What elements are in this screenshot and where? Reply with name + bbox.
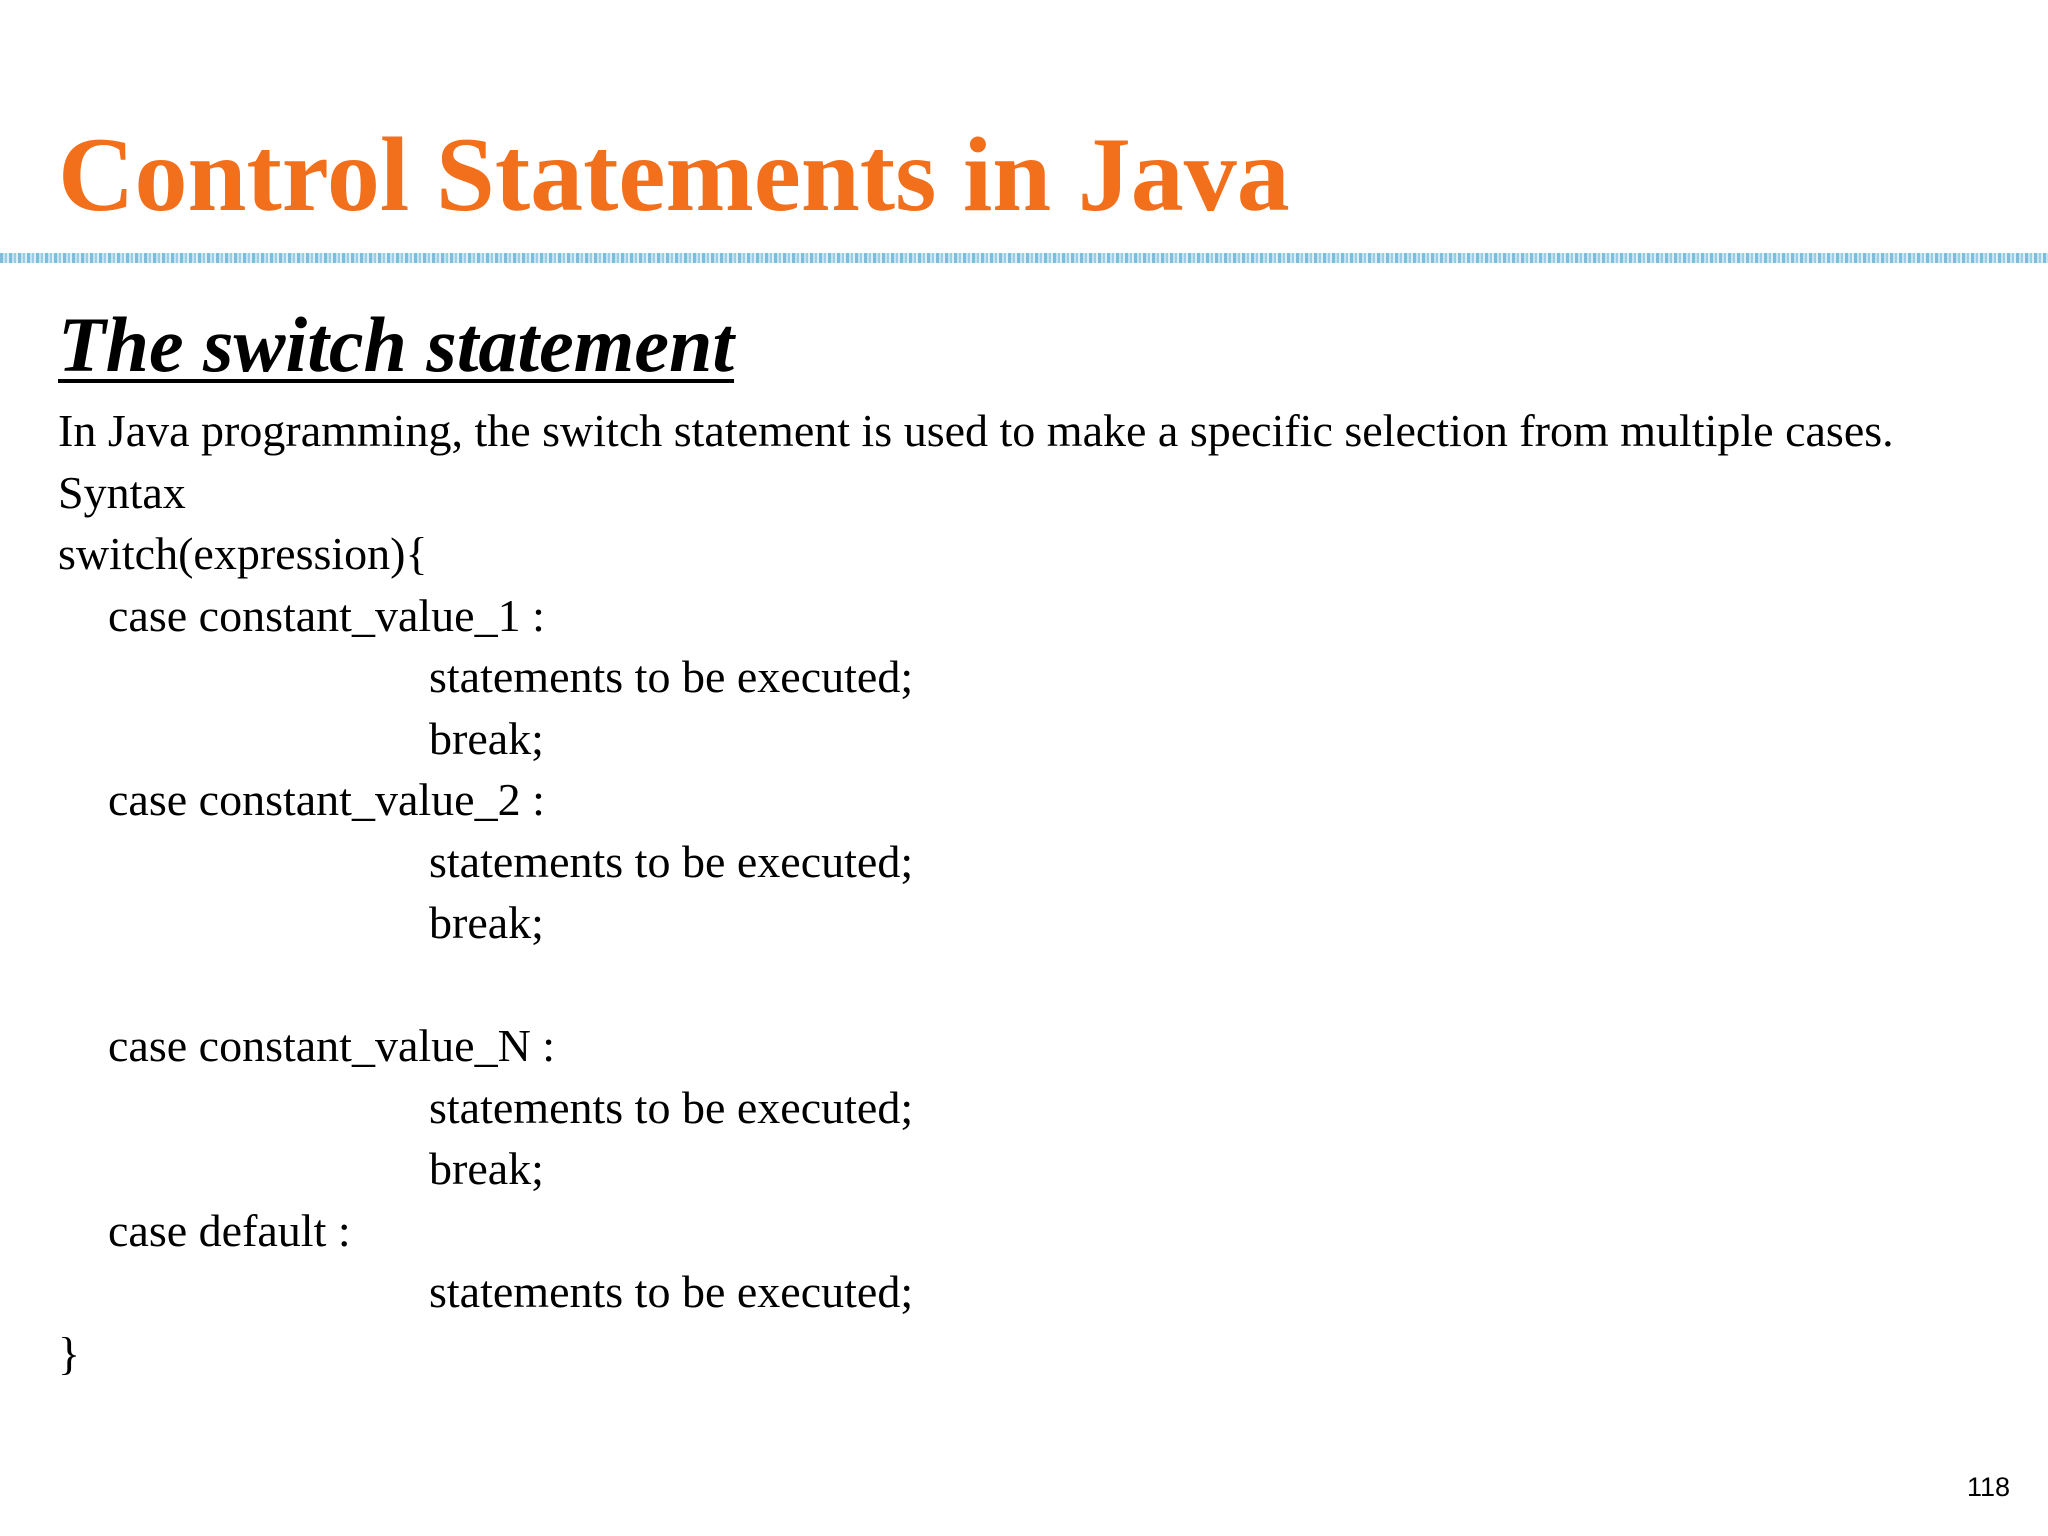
code-line-case-n-statement: statements to be executed; (429, 1081, 914, 1133)
code-line-case-1: case constant_value_1 : (108, 589, 545, 641)
code-line-case-1-break: break; (429, 712, 544, 764)
intro-paragraph: In Java programming, the switch statement is used to make a specific selection from multiple cases. (58, 405, 1894, 456)
code-line-switch-open: switch(expression){ (58, 528, 428, 579)
section-heading: The switch statement (58, 301, 735, 388)
code-blank-line (58, 954, 1958, 1016)
code-line-default: case default : (108, 1204, 351, 1256)
title-divider (0, 253, 2048, 263)
code-line-case-2-break: break; (429, 897, 544, 948)
code-line-case-n: case constant_value_N : (108, 1020, 556, 1071)
code-line-case-2-statement: statements to be executed; (429, 835, 914, 887)
syntax-label: Syntax (58, 466, 186, 518)
code-line-case-1-statement: statements to be executed; (429, 651, 914, 702)
slide-title: Control Statements in Java (58, 116, 1290, 233)
code-line-case-n-break: break; (429, 1143, 544, 1194)
page-number: 118 (1966, 1472, 2010, 1502)
code-line-case-2: case constant_value_2 : (108, 774, 545, 825)
code-line-switch-close: } (58, 1327, 81, 1379)
slide-body (58, 400, 1958, 1384)
code-line-default-statement: statements to be executed; (429, 1266, 914, 1317)
